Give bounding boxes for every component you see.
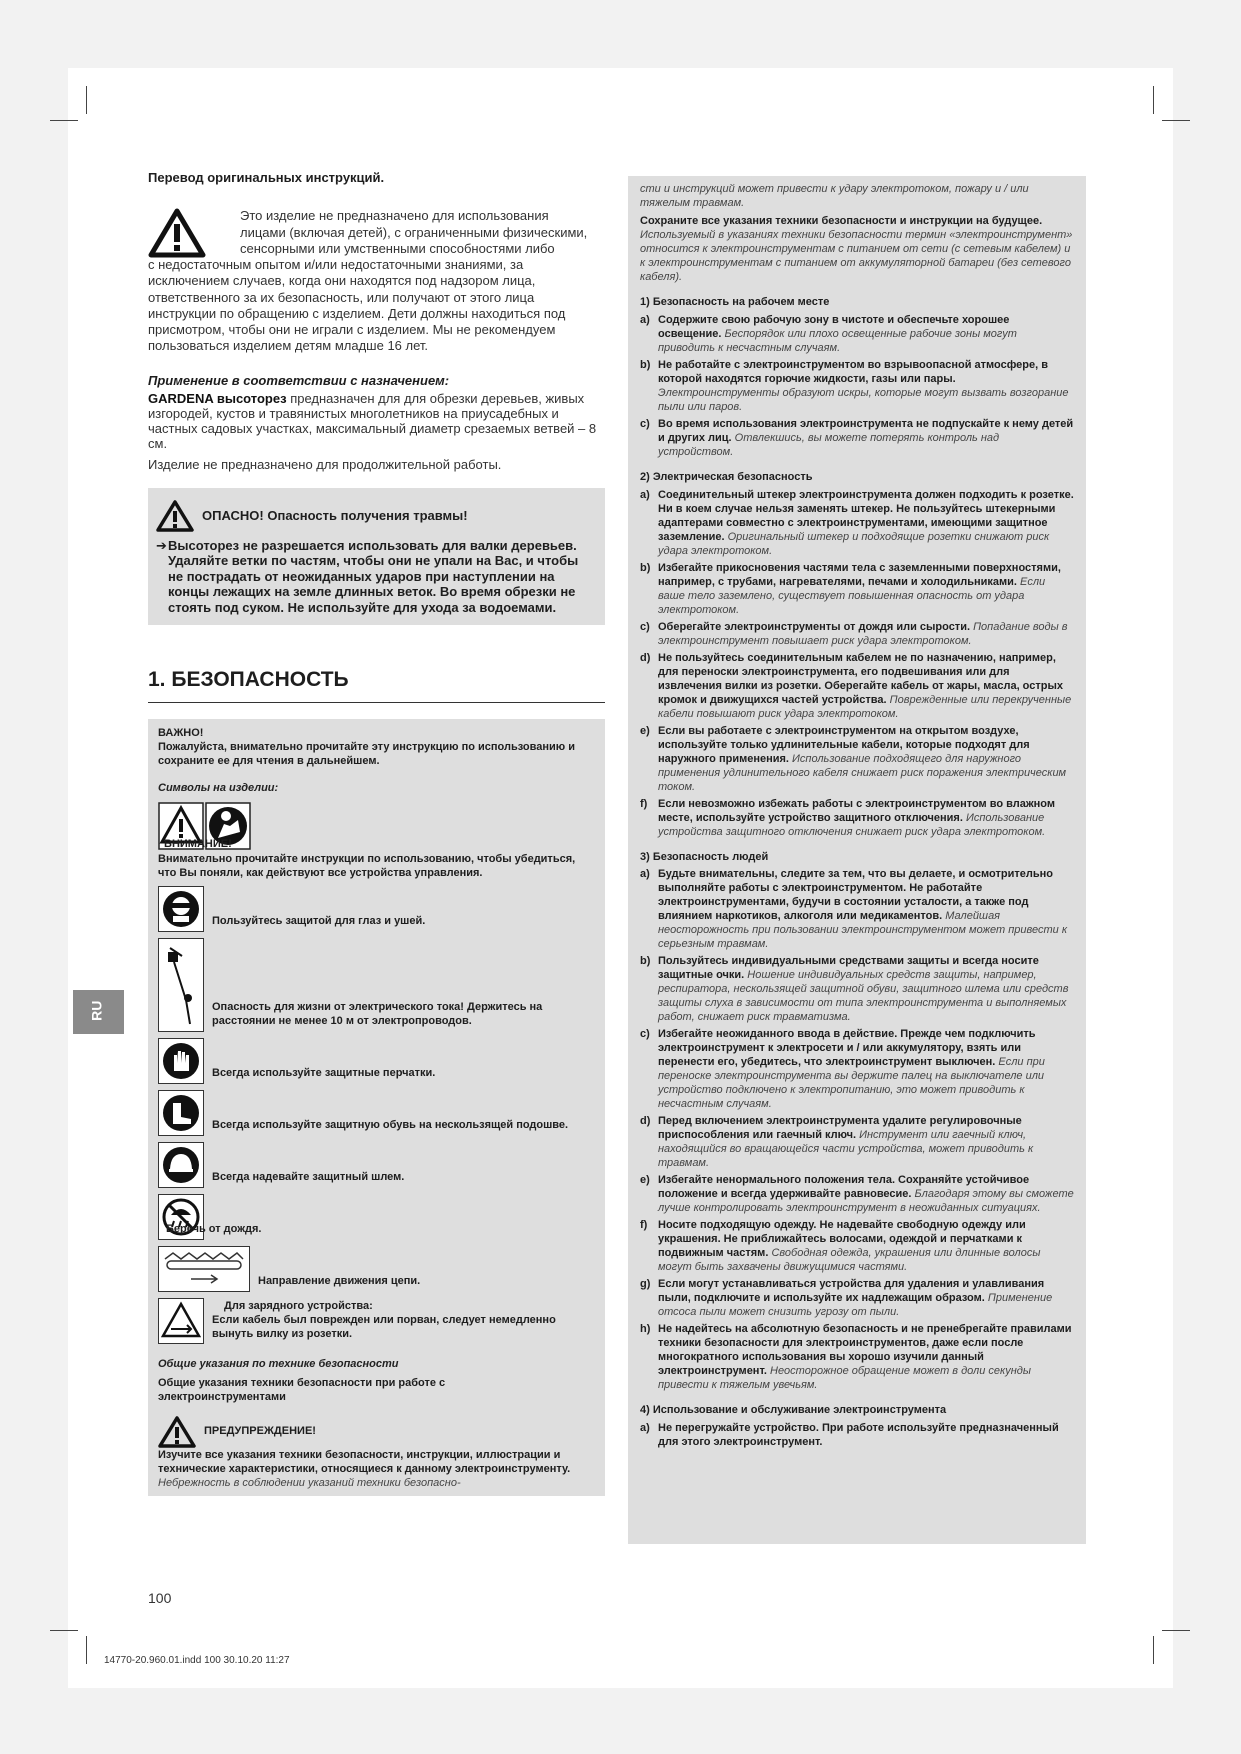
page-number: 100 (148, 1590, 172, 1606)
section-heading: 3) Безопасность людей (640, 850, 769, 863)
safety-item (640, 867, 1074, 951)
item-explanation: Малейшая неосторожность при пользовании электроинструментом может привести к серьезным травмам. (658, 910, 1068, 951)
warning-triangle-icon (148, 208, 206, 258)
arrow-right-icon: ➔ (156, 537, 167, 553)
brand-name: GARDENA высоторез (148, 390, 287, 406)
charger-text: Если кабель был поврежден или порван, следует немедленно вынуть вилку из розетки. (212, 1314, 556, 1340)
item-instruction: Пользуйтесь индивидуальными средствами защиты и всегда носите защитные очки. (658, 955, 1039, 982)
item-instruction: Содержите свою рабочую зону в чистоте и обеспечьте хорошее освещение. (658, 313, 1010, 340)
item-explanation: Отвлекшись, вы можете потерять контроль над устройством. (658, 431, 1000, 458)
item-letter: a) (640, 868, 650, 881)
item-text (658, 1114, 1074, 1170)
item-instruction: Если невозможно избежать работы с электроинструментом во влажном месте, используйте устройство защитного отключения. (658, 797, 1055, 824)
crop-mark (86, 1636, 87, 1664)
item-text (658, 417, 1074, 459)
keep-instructions (640, 214, 1074, 284)
item-instruction: Избегайте прикосновения частями тела с заземленными поверхностями, например, с трубами, нагревателями, печами и холодильниками. (658, 561, 1061, 588)
item-instruction: Не перегружайте устройство. При работе используйте предназначенный для этого электроинструмент. (658, 1422, 1059, 1448)
item-letter: c) (640, 620, 650, 633)
item-text (658, 313, 1074, 355)
safety-item (640, 561, 1074, 617)
crop-mark (1153, 1636, 1154, 1664)
intro-line: Это изделие не предназначено для использования (240, 208, 549, 224)
warning-label: ПРЕДУПРЕЖДЕНИЕ! (204, 1424, 316, 1437)
symbol-gloves-text: Всегда используйте защитные перчатки. (212, 1067, 436, 1079)
symbol-boots-text: Всегда используйте защитную обувь на нескользящей подошве. (212, 1119, 569, 1131)
item-instruction: Соединительный штекер электроинструмента должен подходить к розетке. Ни в коем случае нельзя заменять штекер. Не пользуйтесь штекерными адаптерами совместно с электроинструментами, имеющими защитное заземление. (658, 488, 1074, 543)
symbol-charger (158, 1298, 595, 1344)
item-text (658, 724, 1074, 794)
item-instruction: Не работайте с электроинструментом во взрывоопасной атмосфере, в которой находятся горючие жидкости, газы или пары. (658, 358, 1049, 385)
safety-item (640, 488, 1074, 558)
continued-text: сти и инструкций может привести к удару электротоком, пожару и / или тяжелым травмам. (640, 183, 1029, 209)
important-text: Пожалуйста, внимательно прочитайте эту инструкцию по использованию и сохраните ее для чтения в дальнейшем. (158, 741, 575, 768)
safety-item (640, 1322, 1074, 1392)
item-letter: c) (640, 1028, 650, 1041)
intro-line: сенсорными или умственными способностями либо (240, 240, 555, 256)
symbol-rain (158, 1194, 595, 1240)
item-text (658, 1173, 1074, 1215)
general-subheading: Общие указания техники безопасности при работе с электроинструментами (158, 1376, 446, 1403)
crop-mark (1162, 120, 1190, 121)
safety-item (640, 358, 1074, 414)
eye-ear-protection-icon (158, 886, 204, 932)
warning-text-bold: Изучите все указания техники безопасности, инструкции, иллюстрации и технические характеристики, относящиеся к данному электроинструменту. (158, 1448, 571, 1475)
item-explanation: Если при переноске электроинструмента вы держите палец на выключателе или устройство подключено к электропитанию, это может приводить к несчастным случаям. (658, 1056, 1045, 1111)
danger-text: Высоторез не разрешается использовать для валки деревьев. Удаляйте ветки по частям, чтобы они не упали на Вас, и чтобы не пострадать от неожиданных ударов при наступлении на концы лежащих на земле длинных веток. Во время обрезки не стоять под суком. Не используйте для ухода за водоемами. (168, 537, 579, 615)
left-column (148, 170, 605, 1496)
item-text (658, 1218, 1074, 1274)
safety-boots-icon (158, 1090, 204, 1136)
item-text (658, 1027, 1074, 1111)
symbol-electric (158, 938, 595, 1032)
danger-triangle-icon (156, 500, 194, 532)
item-instruction: Носите подходящую одежду. Не надевайте свободную одежду или украшения. Не приближайтесь волосами, одеждой и перчатками к подвижным частям. (658, 1219, 1026, 1260)
section-heading: 4) Использование и обслуживание электроинструмента (640, 1404, 947, 1417)
warning-triangle-icon (158, 1416, 196, 1448)
item-letter: a) (640, 313, 650, 326)
danger-body (156, 538, 593, 616)
safety-item (640, 1218, 1074, 1274)
print-footer: 14770-20.960.01.indd 100 30.10.20 11:27 (104, 1655, 290, 1666)
item-explanation: Ношение индивидуальных средств защиты, например, респиратора, нескользящей защитной обуви, защитного шлема или средств защиты слуха в зависимости от типа электроинструмента и выполняемых работ, снижает риск травматизма. (658, 969, 1069, 1024)
item-text (658, 651, 1074, 721)
safety-item (640, 620, 1074, 648)
danger-title: ОПАСНО! Опасность получения травмы! (202, 507, 468, 523)
important-label: ВАЖНО! (158, 726, 204, 739)
item-explanation: Электроинструменты образуют искры, которые могут вызвать возгорание пыли или паров. (658, 386, 1069, 413)
item-text (658, 620, 1074, 648)
item-explanation: Использование устройства защитного отключения снижает риск удара электротоком. (658, 811, 1046, 838)
item-explanation: Инструмент или гаечный ключ, находящийся во вращающейся части устройства, может приводить к травмам. (658, 1129, 1034, 1170)
warning-header (158, 1416, 595, 1448)
item-text (658, 797, 1074, 839)
item-text (658, 1421, 1074, 1449)
symbol-eyes-text: Пользуйтесь защитой для глаз и ушей. (212, 915, 426, 927)
keep-instructions-italic: Используемый в указаниях техники безопасности термин «электроинструмент» относится к электроинструментам с питанием от сети (с сетевым кабелем) и к электроинструментам с питанием от аккумуляторной батареи (без сетевого кабеля). (640, 229, 1073, 283)
item-text (658, 488, 1074, 558)
safety-item (640, 651, 1074, 721)
right-column (628, 176, 1086, 1544)
symbol-helmet (158, 1142, 595, 1188)
item-text (658, 1322, 1074, 1392)
item-explanation: Беспорядок или плохо освещенные рабочие зоны могут приводить к несчастным случаям. (658, 327, 1017, 354)
item-explanation: Попадание воды в электроинструмент повышает риск удара электротоком. (658, 620, 1068, 647)
safety-sections (640, 296, 1074, 1449)
item-explanation: Если ваше тело заземлено, существует повышенная опасность от удара электротоком. (658, 575, 1046, 616)
safety-item (640, 1421, 1074, 1449)
symbol-chain (158, 1246, 595, 1292)
safety-item (640, 313, 1074, 355)
unplug-cable-icon (158, 1298, 204, 1344)
item-letter: e) (640, 724, 650, 737)
item-instruction: Не надейтесь на абсолютную безопасность и не пренебрегайте правилами техники безопасности для электроинструментов, даже если после многократного использования вы хорошо изучили данный электроинструмент. (658, 1323, 1072, 1378)
symbol-rain-text: Беречь от дождя. (166, 1223, 262, 1235)
symbol-electric-text: Опасность для жизни от электрического тока! Держитесь на расстоянии не менее 10 м от электропроводов. (212, 1001, 543, 1027)
item-text (658, 867, 1074, 951)
item-explanation: Неосторожное обращение может в доли секунды привести к тяжелым увечьям. (658, 1365, 1031, 1392)
item-letter: d) (640, 651, 651, 664)
warning-text-italic: Небрежность в соблюдении указаний техники безопасно- (158, 1476, 461, 1489)
intro-warning (148, 208, 605, 354)
item-letter: e) (640, 1174, 650, 1187)
symbol-chain-text: Направление движения цепи. (258, 1275, 421, 1287)
item-instruction: Не пользуйтесь соединительным кабелем не по назначению, например, для переноски электроинструмента, его подвешивания или для извлечения вилки из розетки. Оберегайте кабель от жары, масла, острых кромок и движущихся частей устройства. (658, 651, 1063, 706)
safety-item (640, 417, 1074, 459)
safety-item (640, 1027, 1074, 1111)
item-instruction: Избегайте ненормального положения тела. Сохраняйте устойчивое положение и всегда удерживайте равновесие. (658, 1174, 1030, 1201)
chain-direction-icon (158, 1246, 250, 1292)
item-letter: b) (640, 561, 651, 574)
safety-item (640, 1277, 1074, 1319)
gloves-icon (158, 1038, 204, 1084)
section-heading: 2) Электрическая безопасность (640, 470, 813, 483)
safety-item (640, 797, 1074, 839)
intro-line: лицами (включая детей), с ограниченными физическими, (240, 224, 588, 240)
danger-box (148, 488, 605, 626)
purpose-heading: Применение в соответствии с назначением: (148, 372, 450, 388)
intro-text: с недостаточным опытом и/или недостаточными знаниями, за исключением случаев, когда они находятся под надзором лица, ответственного за их безопасность, или получают от этого лица инструкции по обращению с изделием. Дети должны находиться под присмотром, чтобы они не играли с изделием. Мы не рекомендуем пользоваться изделием детям младше 16 лет. (148, 257, 566, 354)
translation-title: Перевод оригинальных инструкций. (148, 170, 385, 185)
section-heading: 1) Безопасность на рабочем месте (640, 296, 830, 308)
item-text (658, 561, 1074, 617)
item-instruction: Если могут устанавливаться устройства для удаления и улавливания пыли, подключите и используйте их надлежащим образом. (658, 1278, 1045, 1305)
item-letter: g) (640, 1278, 651, 1291)
item-instruction: Если вы работаете с электроинструментом на открытом воздухе, используйте только удлинительные кабели, которые подходят для наружного применения. (658, 724, 1030, 765)
crop-mark (1153, 86, 1154, 114)
safety-item (640, 1114, 1074, 1170)
purpose-description: предназначен для для обрезки деревьев, живых изгородей, кустов и травянистых многолетников на приусадебных и частных садовых участках, максимальный диаметр срезаемых ветвей – 8 см. (148, 390, 597, 451)
symbol-boots (158, 1090, 595, 1136)
safety-symbols-box (148, 719, 605, 1496)
symbol-eyes (158, 886, 595, 932)
symbol-attention (158, 802, 595, 850)
general-heading: Общие указания по технике безопасности (158, 1358, 399, 1370)
symbols-heading: Символы на изделии: (158, 782, 279, 795)
item-explanation: Благодаря этому вы сможете лучше контролировать электроинструмент в неожиданных ситуациях. (658, 1188, 1074, 1215)
language-tab (73, 990, 124, 1034)
item-instruction: Будьте внимательны, следите за тем, что вы делаете, и осмотрительно выполняйте работы с электроинструментом. Не работайте электроинструментами, будучи в состоянии усталости, а также под влиянием наркотиков, алкоголя или медикаментов. (658, 868, 1053, 923)
symbol-gloves (158, 1038, 595, 1084)
item-explanation: Применение отсоса пыли может снизить угрозу от пыли. (658, 1292, 1053, 1319)
power-line-danger-icon (158, 938, 204, 1032)
item-letter: f) (640, 797, 648, 810)
safety-item (640, 1173, 1074, 1215)
section-heading-safety: 1. БЕЗОПАСНОСТЬ (148, 667, 605, 702)
item-letter: f) (640, 1219, 648, 1232)
item-letter: h) (640, 1323, 651, 1336)
keep-instructions-bold: Сохраните все указания техники безопасности и инструкции на будущее. (640, 215, 1043, 227)
crop-mark (50, 120, 78, 121)
item-text (658, 954, 1074, 1024)
item-explanation: Свободная одежда, украшения или длинные волосы могут быть захвачены движущимися частями. (658, 1247, 1041, 1274)
item-explanation: Использование подходящего для наружного применения удлинительного кабеля снижает риск поражения электрическим током. (658, 752, 1067, 793)
crop-mark (86, 86, 87, 114)
crop-mark (1162, 1630, 1190, 1631)
attention-label: ВНИМАНИЕ! (164, 838, 232, 850)
item-explanation: Поврежденные или перекрученные кабели повышают риск удара электротоком. (658, 693, 1072, 720)
item-text (658, 358, 1074, 414)
danger-header (156, 500, 593, 532)
crop-mark (50, 1630, 78, 1631)
helmet-icon (158, 1142, 204, 1188)
item-explanation: Оригинальный штекер и подходящие розетки снижают риск удара электротоком. (658, 530, 1050, 557)
item-letter: d) (640, 1115, 651, 1128)
safety-item (640, 954, 1074, 1024)
warning-text (158, 1448, 595, 1490)
item-instruction: Оберегайте электроинструменты от дождя или сырости. (658, 620, 971, 633)
purpose-note: Изделие не предназначено для продолжительной работы. (148, 456, 502, 472)
symbol-helmet-text: Всегда надевайте защитный шлем. (212, 1171, 405, 1183)
item-text (658, 1277, 1074, 1319)
item-letter: a) (640, 1422, 650, 1434)
item-letter: b) (640, 955, 651, 968)
language-tab-label: RU (88, 1000, 105, 1021)
charger-heading: Для зарядного устройства: (224, 1300, 373, 1313)
item-instruction: Избегайте неожиданного ввода в действие. Прежде чем подключить электроинструмент к электросети и / или аккумулятору, взять или перенести его, убедитесь, что электроинструмент выключен. (658, 1028, 1036, 1069)
item-letter: c) (640, 417, 650, 430)
item-letter: a) (640, 488, 650, 501)
item-instruction: Перед включением электроинструмента удалите регулировочные приспособления или гаечный ключ. (658, 1115, 1022, 1142)
attention-text: Внимательно прочитайте инструкции по использованию, чтобы убедиться, что Вы поняли, как действуют все устройства управления. (158, 853, 576, 879)
safety-item (640, 724, 1074, 794)
item-instruction: Во время использования электроинструмента не подпускайте к нему детей и других лиц. (658, 417, 1074, 444)
symbol-charger-text (212, 1300, 595, 1341)
purpose-text (148, 391, 605, 451)
item-letter: b) (640, 358, 651, 371)
